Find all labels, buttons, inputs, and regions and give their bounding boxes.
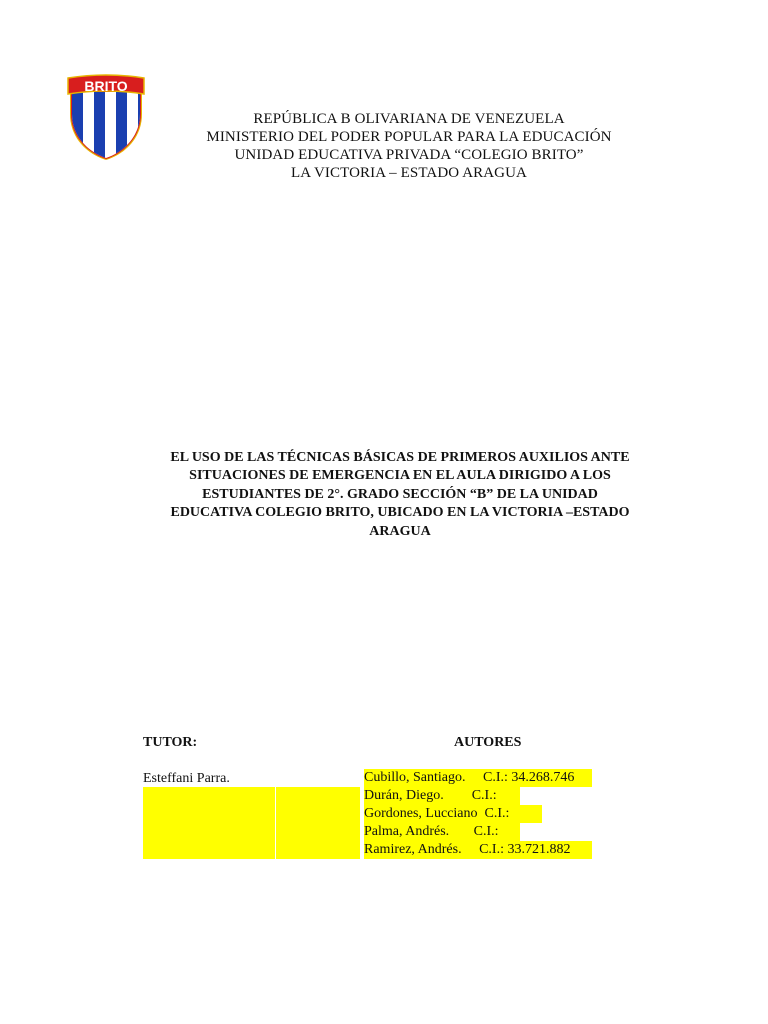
author-name: Ramirez, Andrés. [364,842,462,857]
header-line-republic: REPÚBLICA B OLIVARIANA DE VENEZUELA [253,111,565,127]
author-ci: C.I.: [473,824,499,839]
title-line: EL USO DE LAS TÉCNICAS BÁSICAS DE PRIMEROS AUXILIOS ANTE [170,450,630,465]
author-row [364,769,592,787]
author-name: Gordones, Lucciano [364,806,478,821]
title-line: EDUCATIVA COLEGIO BRITO, UBICADO EN LA VICTORIA –ESTADO [170,505,630,521]
author-row [364,805,542,823]
author-name: Palma, Andrés. [364,824,450,839]
author-ci: C.I.: 33.721.882 [479,842,571,857]
author-name: Durán, Diego. [364,788,444,803]
highlight-cell [143,787,275,859]
author-name: Cubillo, Santiago. [364,770,466,785]
document-title [120,449,680,541]
institution-header [100,110,718,182]
tutor-label: TUTOR: [143,735,198,750]
autores-label: AUTORES [454,735,522,750]
author-row [364,823,520,841]
author-ci: C.I.: [471,788,497,803]
title-line: ESTUDIANTES DE 2°. GRADO SECCIÓN “B” DE LA UNIDAD [202,486,598,502]
author-row [364,787,520,805]
logo-text: BRITO [84,78,128,94]
tutor-name: Esteffani Parra. [143,771,230,786]
author-ci: C.I.: 34.268.746 [483,770,575,785]
title-line: ARAGUA [369,523,431,539]
author-row [364,841,592,859]
title-line: SITUACIONES DE EMERGENCIA EN EL AULA DIRIGIDO A LOS [189,468,611,484]
author-ci: C.I.: [484,806,510,821]
highlight-cell [276,787,360,859]
header-line-ministry: MINISTERIO DEL PODER POPULAR PARA LA EDUCACIÓN [206,129,612,145]
header-line-location: LA VICTORIA – ESTADO ARAGUA [291,165,527,181]
header-line-school: UNIDAD EDUCATIVA PRIVADA “COLEGIO BRITO” [234,147,584,163]
